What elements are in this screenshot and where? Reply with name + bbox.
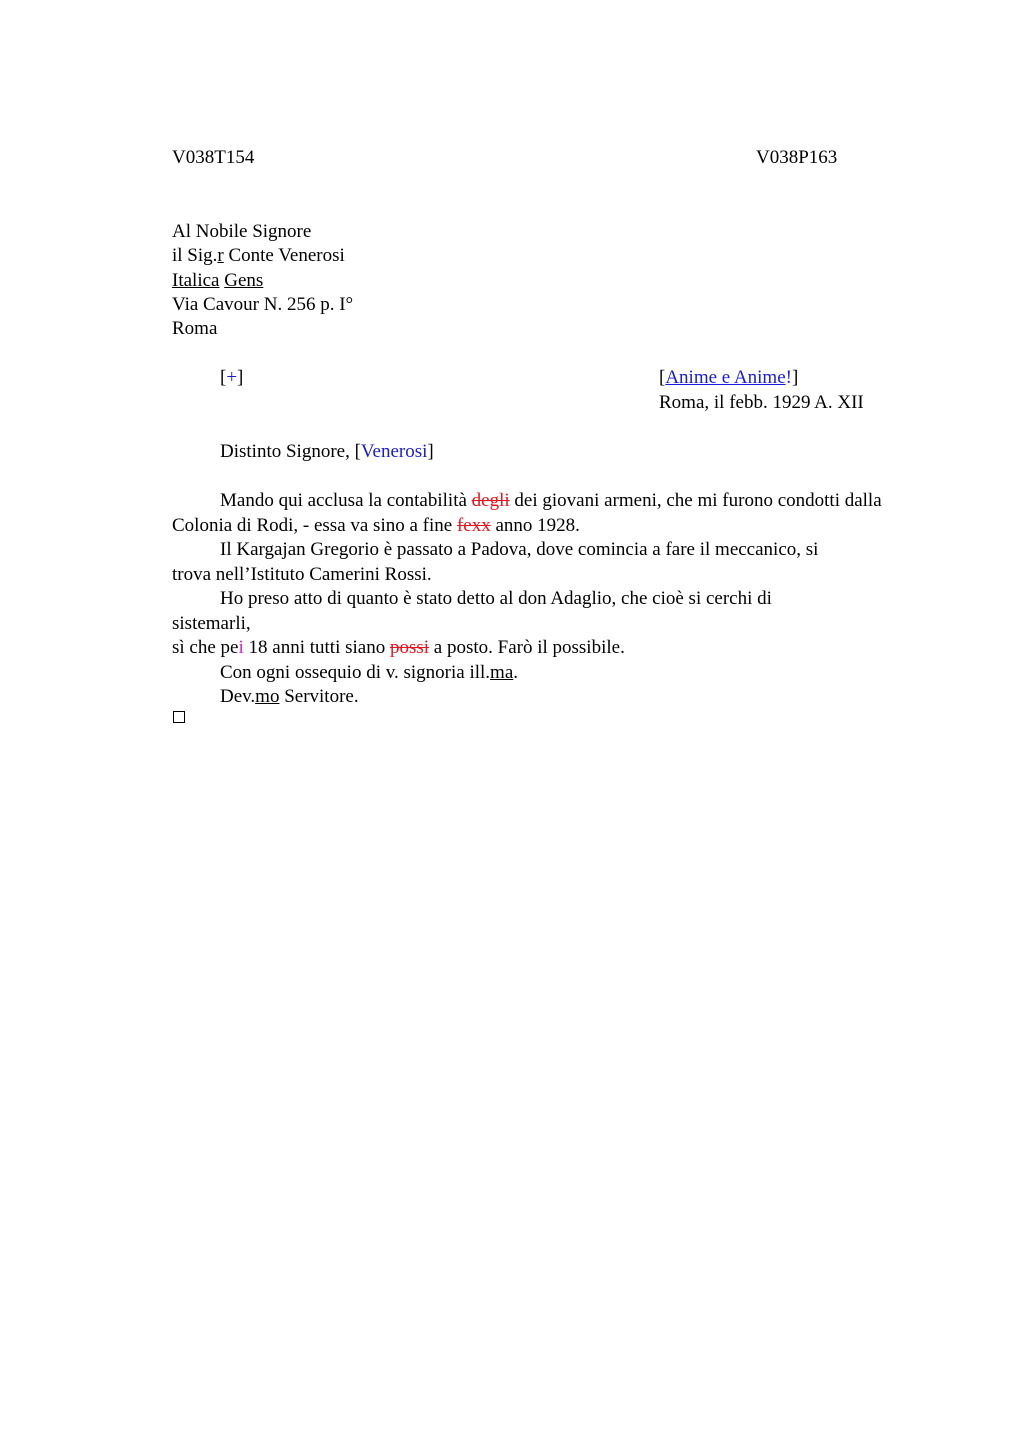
motto-link[interactable]: Anime e Anime [665,367,786,388]
checkbox-icon[interactable] [173,711,185,723]
text-run: Servitore. [279,686,359,707]
dateline: Roma, il febb. 1929 A. XII [659,392,864,413]
address-surname: Conte Venerosi [223,245,345,266]
deleted-word: possi [389,637,430,658]
address-line-organization [172,269,263,293]
address-title: il Sig. [172,245,218,266]
text-run: 18 anni tutti siano [243,637,390,658]
text-run: dei giovani armeni, che mi furono condotti dalla Colonia di Rodi, - essa va sino a fine [172,490,882,536]
text-run: Dev. [220,686,256,707]
organization-word-2: Gens [224,270,264,291]
inserted-letter: i [238,637,244,658]
abbreviation-superscript: mo [255,686,280,707]
letter-body [172,489,902,710]
bracket-open: [ [354,441,361,462]
address-line-city: Roma [172,318,218,339]
address-line-street: Via Cavour N. 256 p. I° [172,294,354,315]
motto-exclamation: ! [785,367,792,388]
organization-word-1: Italica [172,270,220,291]
closing-regards [172,661,902,686]
text-run: sì che pe [172,637,239,658]
cross-icon: + [226,367,238,388]
text-run: . [513,661,519,683]
paragraph-adaglio-continued [172,636,902,661]
address-title-superscript: r [217,245,224,266]
paragraph-accounting [172,489,902,538]
text-run: anno 1928. [490,514,580,536]
bracket-open: [ [659,367,666,388]
abbreviation-superscript: ma [490,661,514,683]
deleted-word: fexx [456,514,491,536]
bracket-close: ] [791,367,799,388]
text-run: Con ogni ossequio di v. signoria ill. [220,661,491,683]
document-code-left: V038T154 [172,147,255,168]
salutation-text: Distinto Signore, [220,441,355,462]
salutation-name-annotation: Venerosi [360,441,428,462]
cross-mark [220,366,243,390]
bracket-open: [ [220,367,227,388]
motto-annotation [659,366,798,390]
bracket-close: ] [427,441,434,462]
paragraph-kargajan: Il Kargajan Gregorio è passato a Padova, dove comincia a fare il meccanico, si trova nell’Istituto Camerini Rossi. [172,539,819,585]
text-run: Mando qui acclusa la contabilità [220,490,472,511]
text-run: a posto. Farò il possibile. [429,637,625,658]
paragraph-adaglio: Ho preso atto di quanto è stato detto al don Adaglio, che cioè si cerchi di sistemarli, [172,588,772,634]
closing-signature [172,685,902,710]
deleted-word: degli [471,490,510,511]
address-line-recipient: Al Nobile Signore [172,221,312,242]
document-code-right: V038P163 [756,147,838,168]
salutation [220,440,434,464]
bracket-close: ] [237,367,244,388]
address-line-name [172,244,345,268]
